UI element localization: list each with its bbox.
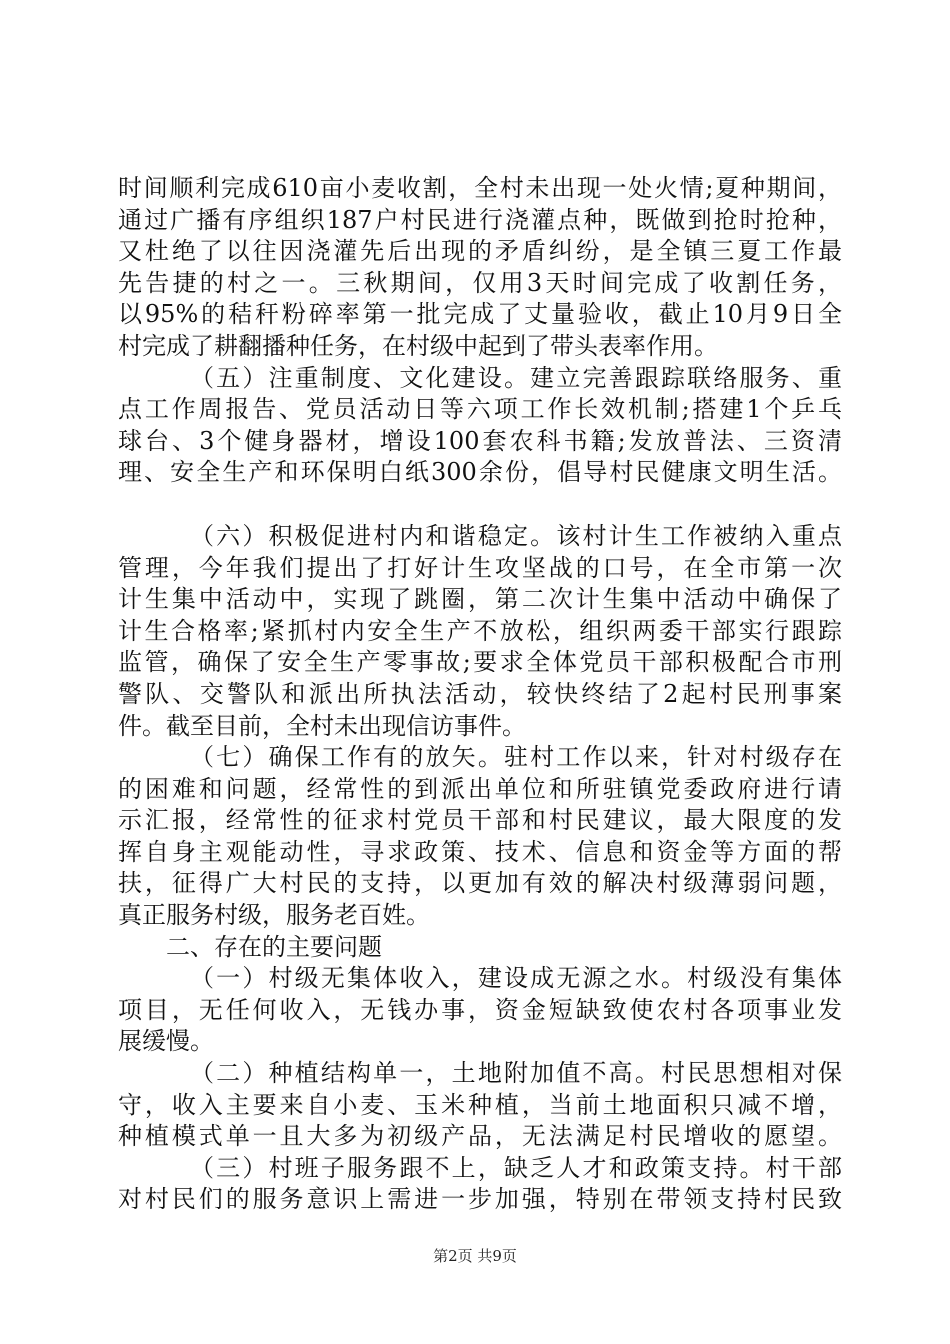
document-body: [118, 173, 842, 1216]
text-line: 监管，确保了安全生产零事故;要求全体党员干部积极配合市刑: [118, 648, 842, 677]
text-line: 真正服务村级，服务老百姓。: [118, 901, 430, 930]
text-line: 通过广播有序组织187户村民进行浇灌点种，既做到抢时抢种，: [118, 205, 842, 234]
text-line: 计生合格率;紧抓村内安全生产不放松，组织两委干部实行跟踪: [118, 616, 842, 645]
text-line: 件。截至目前，全村未出现信访事件。: [118, 711, 526, 740]
paragraph-continuation: [118, 173, 842, 363]
paragraph-problem-1: [118, 963, 842, 1058]
text-line: 村完成了耕翻播种任务，在村级中起到了带头表率作用。: [118, 331, 718, 360]
paragraph-problem-2: [118, 1058, 842, 1153]
text-line: 以95%的秸秆粉碎率第一批完成了丈量验收，截止10月9日全: [118, 300, 842, 329]
paragraph-section-6: [118, 521, 842, 742]
text-line: 展缓慢。: [118, 1027, 214, 1056]
blank-line: [118, 489, 842, 521]
text-line: 守，收入主要来自小麦、玉米种植，当前土地面积只减不增，: [118, 1090, 842, 1119]
text-line: 种植模式单一且大多为初级产品，无法满足村民增收的愿望。: [118, 1122, 842, 1151]
text-line: 扶，征得广大村民的支持，以更加有效的解决村级薄弱问题，: [118, 869, 842, 898]
text-line: （五）注重制度、文化建设。建立完善跟踪联络服务、重: [190, 363, 842, 392]
text-line: 对村民们的服务意识上需进一步加强，特别在带领支持村民致: [118, 1185, 842, 1214]
text-line: 时间顺利完成610亩小麦收割，全村未出现一处火情;夏种期间，: [118, 174, 842, 202]
text-line: 挥自身主观能动性，寻求政策、技术、信息和资金等方面的帮: [118, 837, 842, 866]
text-line: （六）积极促进村内和谐稳定。该村计生工作被纳入重点: [190, 521, 842, 550]
text-line: （三）村班子服务跟不上，缺乏人才和政策支持。村干部: [190, 1153, 842, 1182]
text-line: 的困难和问题，经常性的到派出单位和所驻镇党委政府进行请: [118, 774, 842, 803]
text-line: 先告捷的村之一。三秋期间，仅用3天时间完成了收割任务，: [118, 268, 842, 297]
text-line: （二）种植结构单一，土地附加值不高。村民思想相对保: [190, 1059, 842, 1088]
text-line: 理、安全生产和环保明白纸300余份，倡导村民健康文明生活。: [118, 458, 842, 487]
paragraph-section-7: [118, 742, 842, 932]
text-line: 点工作周报告、党员活动日等六项工作长效机制;搭建1个乒乓: [118, 395, 842, 424]
text-line: （七）确保工作有的放矢。驻村工作以来，针对村级存在: [190, 743, 842, 772]
text-line: 又杜绝了以往因浇灌先后出现的矛盾纠纷，是全镇三夏工作最: [118, 237, 842, 266]
section-heading: [118, 932, 842, 964]
page-number-footer: 第2页 共9页: [433, 1247, 517, 1265]
text-line: 计生集中活动中，实现了跳圈，第二次计生集中活动中确保了: [118, 585, 842, 614]
heading-line: 二、存在的主要问题: [166, 932, 382, 961]
text-line: 项目，无任何收入，无钱办事，资金短缺致使农村各项事业发: [118, 995, 842, 1024]
text-line: 警队、交警队和派出所执法活动，较快终结了2起村民刑事案: [118, 679, 842, 708]
paragraph-section-5: [118, 363, 842, 489]
text-line: 球台、3个健身器材，增设100套农科书籍;发放普法、三资清: [118, 426, 842, 455]
text-line: 管理，今年我们提出了打好计生攻坚战的口号，在全市第一次: [118, 553, 842, 582]
paragraph-problem-3: [118, 1153, 842, 1216]
text-line: 示汇报，经常性的征求村党员干部和村民建议，最大限度的发: [118, 806, 842, 835]
text-line: （一）村级无集体收入，建设成无源之水。村级没有集体: [190, 964, 842, 993]
